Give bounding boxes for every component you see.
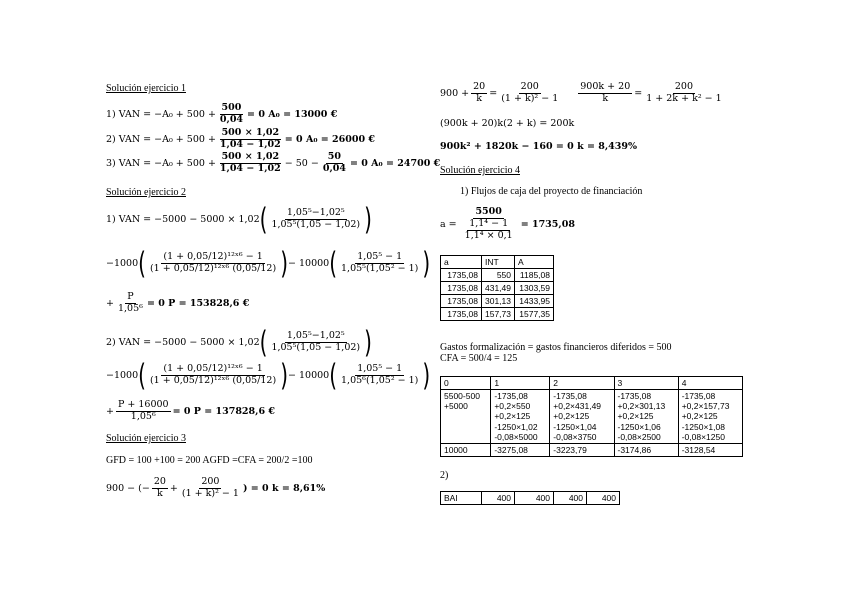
denominator: 1,05⁶ [130,410,156,422]
paren: ( [329,245,338,282]
text: −1000 [106,257,139,269]
table-cell: 1185,08 [515,269,554,282]
denominator [459,219,519,242]
numerator: (1 + 0,05/12)¹²ˣ⁶ − 1 [163,363,263,374]
denominator: 1,04 − 1,02 [219,138,281,150]
fraction [218,152,283,175]
numerator: (1 + 0,05/12)¹²ˣ⁶ − 1 [163,251,263,262]
table-cell: 157,73 [482,308,515,321]
numerator: 200 [520,81,539,92]
table-cell: 1735,08 [441,295,482,308]
cell-line: -0,08×2500 [617,431,661,442]
fraction [269,208,362,231]
fraction [471,82,487,105]
numerator: 1,05⁵−1,02⁵ [286,330,345,341]
table-cell: 400 [554,492,587,505]
flujos-table [440,255,554,321]
table-cell: 1577,35 [515,308,554,321]
numerator: P [127,291,134,302]
cell-line: +0,2×157,73 [681,401,730,412]
header-cell: 3 [614,377,678,390]
fraction [180,477,241,500]
cell-line: +0,2×550 [494,401,531,412]
table-cell: 400 [482,492,515,505]
numerator: 20 [153,476,166,487]
numerator: 500 × 1,02 [221,151,280,162]
cell-line: +0,2×301,13 [617,401,666,412]
fraction [148,252,278,275]
paren: ( [259,324,268,361]
cell-line: -1250×1,04 [553,421,597,432]
denominator: (1 + 0,05/12)¹²ˣ⁶ (0,05/12) [149,262,277,274]
numerator: 1,05⁵ − 1 [357,251,403,262]
numerator: 500 × 1,02 [221,127,280,138]
cell-line: -1250×1,06 [617,421,661,432]
text: 1) VAN = −A₀ + 500 + [106,108,216,120]
table-cell: BAI [441,492,482,505]
cell-line: -1735,08 [617,391,652,401]
fraction [499,82,560,105]
denominator: 1 + 2k + k² − 1 [646,92,722,104]
fraction [459,207,519,242]
table-cell: -3275,08 [491,443,550,456]
fraction [218,103,245,126]
numerator: 5500 [475,206,502,217]
text: = 0 A₀ = 26000 € [284,133,376,145]
ej2-title: Solución ejercicio 2 [106,187,186,198]
denominator: 1,05⁵(1,05 − 1,02) [271,341,361,353]
ej2-line2 [106,245,431,282]
text: − 10000 [288,257,330,269]
table-cell [550,390,614,444]
denominator: k [156,487,163,499]
cell-line: -0,08×3750 [553,431,597,442]
denominator: 0,04 [219,113,244,125]
text: ) = 0 k = 8,61% [242,482,326,494]
cell-line: +0,2×125 [681,411,718,422]
denominator: 1,05⁵(1,05² − 1) [341,262,419,274]
text: 900 − (− [106,482,150,494]
table-cell: 400 [587,492,620,505]
cell-line: +0,2×125 [617,411,654,422]
cell-line: +0,2×431,49 [553,401,602,412]
numerator: 500 [221,102,242,113]
table-cell: 1735,08 [441,282,482,295]
cell-line: -1250×1,02 [494,421,538,432]
table-header [441,256,554,269]
numerator: 50 [327,151,342,162]
denominator: (1 + k)² − 1 [181,487,239,499]
header-cell: 0 [441,377,491,390]
table-cell: 400 [515,492,554,505]
table-cell [441,390,491,444]
table-cell: 1735,08 [441,308,482,321]
fraction [148,364,278,387]
fraction [463,219,515,242]
table-cell: 1433,95 [515,295,554,308]
ej3-title: Solución ejercicio 3 [106,433,186,444]
fraction [152,477,168,500]
numerator: 200 [674,81,694,92]
ej2-line6 [106,400,275,423]
ej4-title: Solución ejercicio 4 [440,165,520,176]
numerator: 1,05⁵−1,02⁵ [286,207,345,218]
text: 2) VAN = −A₀ + 500 + [106,133,216,145]
denominator: 1,1⁴ × 0,1 [464,229,513,241]
denominator: 0,04 [322,162,346,174]
table-row [441,269,554,282]
cell-line: +5000 [444,401,468,412]
text: = 1735,08 [520,218,575,230]
table-row [441,282,554,295]
paren: ( [138,245,146,282]
denominator: k [602,92,609,104]
paren: ) [422,357,431,394]
table-cell [491,390,550,444]
text: = [489,87,498,99]
numerator: 200 [201,476,220,487]
denominator: 1,05⁵(1,05 − 1,02) [271,218,361,230]
table-cell: 550 [482,269,515,282]
numerator: 20 [473,81,486,92]
table-cell: -3223,79 [550,443,614,456]
table-row [441,390,743,444]
header-cell: A [515,256,554,269]
text: 2) VAN = −5000 − 5000 × 1,02 [106,336,260,348]
paren: ) [364,324,372,361]
ej1-title: Solución ejercicio 1 [106,83,186,94]
paren: ( [259,201,268,238]
paren: ( [138,357,146,394]
text: = 0 P = 137828,6 € [172,405,275,417]
denominator: (1 + k)² − 1 [501,92,559,104]
text: −1000 [106,369,139,381]
text: − 10000 [288,369,330,381]
numerator: 1,1⁴ − 1 [469,217,509,229]
cell-line: -1735,08 [494,391,528,401]
numerator: P + 16000 [117,399,169,410]
ej3-line1: GFD = 100 +100 = 200 AGFD =CFA = 200/2 =100 [106,455,313,466]
table-row [441,308,554,321]
text: = 0 P = 153828,6 € [146,297,250,309]
text: 1) VAN = −5000 − 5000 × 1,02 [106,213,260,225]
fraction [578,82,632,105]
table-cell [614,390,678,444]
denominator: 1,05⁶ [117,302,143,314]
cell-line: -1735,08 [553,391,587,401]
header-cell: INT [482,256,515,269]
header-cell: 2 [550,377,614,390]
header-cell: a [441,256,482,269]
ej4-item1: 1) Flujos de caja del proyecto de financiación [460,186,643,197]
cell-line: +0,2×125 [553,411,590,422]
cell-line: -0,08×1250 [681,431,725,442]
fraction [116,292,145,315]
numerator: 1,05⁵ − 1 [357,363,403,374]
fraction [339,364,420,387]
table-row [441,443,743,456]
text: + [106,405,114,417]
cell-line: +0,2×125 [494,411,531,422]
fraction [218,128,283,151]
table-header [441,377,743,390]
ej1-line3 [106,152,440,175]
table-cell: -3128,54 [678,443,742,456]
table-cell [678,390,742,444]
paren: ( [329,357,338,394]
text: − 50 − [284,157,319,169]
text: a = [440,218,457,230]
table-row [441,295,554,308]
table-row [441,492,620,505]
cashflow-table [440,376,743,457]
paren: ) [280,245,288,282]
ej4-a-eq [440,207,575,242]
table-cell: 301,13 [482,295,515,308]
fraction [644,82,723,105]
fraction [321,152,348,175]
bai-table [440,491,620,505]
text: = [634,87,643,99]
denominator: 1,05⁶(1,05² − 1) [341,374,419,386]
rt-eq3: (900k + 20)k(2 + k) = 200k [440,118,575,129]
denominator: k [476,92,483,104]
cell-line: -1735,08 [681,391,716,401]
denominator: 1,04 − 1,02 [219,162,281,174]
fraction [339,252,420,275]
table-cell: 1303,59 [515,282,554,295]
text: 3) VAN = −A₀ + 500 + [106,157,216,169]
cell-line: -0,08×5000 [494,431,538,442]
table-cell: 10000 [441,443,491,456]
header-cell: 1 [491,377,550,390]
ej1-line1 [106,103,337,126]
ej2-line4 [106,324,372,361]
text: + [169,482,178,494]
gastos-line1: Gastos formalización = gastos financieros diferidos = 500 [440,342,672,353]
paren: ) [280,357,288,394]
cell-line: -1250×1,08 [681,421,725,432]
ej1-line2 [106,128,375,151]
ej4-item2: 2) [440,470,449,481]
text: = 0 A₀ = 13000 € [247,108,338,120]
ej2-line3 [106,292,249,315]
fraction [269,331,362,354]
ej3-eq [106,477,325,500]
denominator: (1 + 0,05/12)¹²ˣ⁶ (0,05/12) [149,374,277,386]
paren: ) [364,201,372,238]
rt-eq4: 900k² + 1820k − 160 = 0 k = 8,439% [440,141,637,152]
paren: ) [422,245,431,282]
ej2-line1 [106,201,372,238]
table-cell: 1735,08 [441,269,482,282]
header-cell: 4 [678,377,742,390]
numerator: 900k + 20 [580,81,631,92]
table-cell: 431,49 [482,282,515,295]
text: 900 + [440,87,470,99]
ej2-line5 [106,357,431,394]
fraction [116,400,171,423]
text: = 0 A₀ = 24700 € [349,157,441,169]
cell-line: 5500-500 [444,391,480,401]
table-cell: -3174,86 [614,443,678,456]
gastos-line2: CFA = 500/4 = 125 [440,353,518,364]
rt-eq1 [440,82,726,105]
text: + [106,297,114,309]
